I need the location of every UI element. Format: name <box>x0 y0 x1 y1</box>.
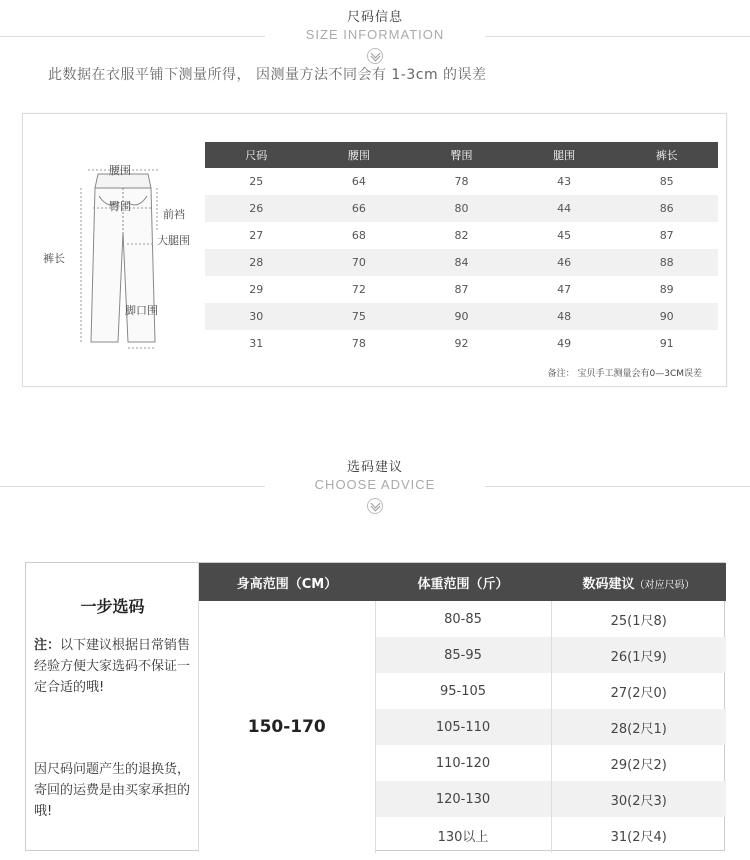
size-suggestion: 30(2尺3) <box>551 781 726 817</box>
table-cell: 80 <box>410 195 513 222</box>
size-suggestion: 25(1尺8) <box>551 601 726 637</box>
table-cell: 72 <box>351 283 366 296</box>
divider-left <box>0 36 265 37</box>
table-cell: 87 <box>659 229 674 242</box>
table-cell: 31 <box>249 337 264 350</box>
divider-right <box>485 36 750 37</box>
table-row <box>199 601 726 637</box>
advice-return-note: 因尺码问题产生的退换货，寄回的运费是由买家承担的哦! <box>34 762 191 819</box>
table-cell: 43 <box>557 175 572 188</box>
weight-range: 95-105 <box>375 673 551 709</box>
table-row <box>205 330 718 357</box>
table-cell: 78 <box>454 175 469 188</box>
table-cell: 88 <box>615 249 718 276</box>
choose-advice-panel <box>25 562 725 851</box>
weight-range: 80-85 <box>375 601 551 637</box>
table-cell: 46 <box>513 249 616 276</box>
col-waist: 腰围 <box>308 142 411 168</box>
table-cell: 30 <box>205 303 308 330</box>
table-cell: 25 <box>249 175 264 188</box>
col-thigh: 腿围 <box>513 142 616 168</box>
table-cell: 70 <box>308 249 411 276</box>
col-height: 身高范围（CM） <box>199 563 375 601</box>
table-row <box>205 249 718 276</box>
advice-note <box>34 635 196 698</box>
size-suggestion: 31(2尺4) <box>551 817 726 853</box>
size-info-panel <box>22 113 727 387</box>
table-row <box>205 222 718 249</box>
table-cell: 68 <box>351 229 366 242</box>
table-cell: 66 <box>308 195 411 222</box>
table-row <box>205 168 718 195</box>
table-cell: 27 <box>249 229 264 242</box>
size-advice-sub: （对应尺码） <box>634 579 695 591</box>
table-cell: 90 <box>410 303 513 330</box>
choose-advice-title: 选码建议 <box>346 460 403 475</box>
col-weight: 体重范围（斤） <box>375 563 551 601</box>
table-cell: 44 <box>513 195 616 222</box>
table-cell: 78 <box>351 337 366 350</box>
col-hip: 臀围 <box>410 142 513 168</box>
weight-range: 85-95 <box>375 637 551 673</box>
table-cell: 29 <box>249 283 264 296</box>
table-cell: 49 <box>557 337 572 350</box>
table-row <box>205 195 718 222</box>
size-info-title: 尺码信息 <box>346 10 403 25</box>
size-table-header <box>205 142 718 168</box>
col-size: 尺码 <box>205 142 308 168</box>
height-range: 150-170 <box>199 601 375 853</box>
pants-diagram <box>43 162 213 362</box>
pants-illustration-icon <box>43 162 213 362</box>
choose-advice-subtitle: CHOOSE ADVICE <box>314 477 436 492</box>
label-hip: 臀围 <box>109 200 131 213</box>
weight-range: 120-130 <box>375 781 551 817</box>
table-cell: 84 <box>410 249 513 276</box>
choose-advice-header <box>0 456 750 514</box>
measurement-note: 此数据在衣服平铺下测量所得， 因测量方法不同会有 1-3cm 的误差 <box>48 67 487 83</box>
label-waist: 腰围 <box>109 164 131 177</box>
table-cell: 91 <box>659 337 674 350</box>
divider-right <box>485 486 750 487</box>
label-thigh: 大腿围 <box>157 234 190 247</box>
advice-left-title: 一步选码 <box>80 597 145 616</box>
chevron-down-icon <box>367 48 383 64</box>
table-cell: 85 <box>659 175 674 188</box>
measurement-remark: 备注： 宝贝手工测量会有0—3CM误差 <box>547 369 702 379</box>
table-row <box>205 276 718 303</box>
size-info-header <box>0 6 750 64</box>
table-cell: 82 <box>454 229 469 242</box>
note-prefix: 注： <box>34 638 61 653</box>
table-cell: 64 <box>351 175 366 188</box>
divider-left <box>0 486 265 487</box>
size-suggestion: 29(2尺2) <box>551 745 726 781</box>
table-cell: 26 <box>205 195 308 222</box>
table-cell: 75 <box>308 303 411 330</box>
advice-table-header <box>199 563 726 601</box>
weight-range: 130以上 <box>375 817 551 853</box>
label-front-rise: 前裆 <box>163 208 185 221</box>
table-cell: 28 <box>205 249 308 276</box>
col-length: 裤长 <box>615 142 718 168</box>
advice-notes <box>26 563 199 852</box>
size-suggestion: 28(2尺1) <box>551 709 726 745</box>
table-cell: 92 <box>454 337 469 350</box>
chevron-down-icon <box>367 498 383 514</box>
table-cell: 90 <box>615 303 718 330</box>
size-info-subtitle: SIZE INFORMATION <box>305 27 445 42</box>
label-hem: 脚口围 <box>125 304 158 317</box>
label-length: 裤长 <box>43 252 65 265</box>
col-size-advice <box>551 563 726 601</box>
table-row <box>205 303 718 330</box>
table-cell: 45 <box>557 229 572 242</box>
weight-range: 105-110 <box>375 709 551 745</box>
size-suggestion: 26(1尺9) <box>551 637 726 673</box>
weight-range: 110-120 <box>375 745 551 781</box>
size-table <box>205 142 718 357</box>
table-cell: 48 <box>513 303 616 330</box>
note-text: 以下建议根据日常销售经验方便大家选码不保证一定合适的哦! <box>34 638 191 695</box>
table-cell: 87 <box>454 283 469 296</box>
size-advice-label: 数码建议 <box>582 576 635 592</box>
table-cell: 86 <box>615 195 718 222</box>
advice-table <box>199 563 726 853</box>
size-suggestion: 27(2尺0) <box>551 673 726 709</box>
table-cell: 89 <box>659 283 674 296</box>
table-cell: 47 <box>557 283 572 296</box>
